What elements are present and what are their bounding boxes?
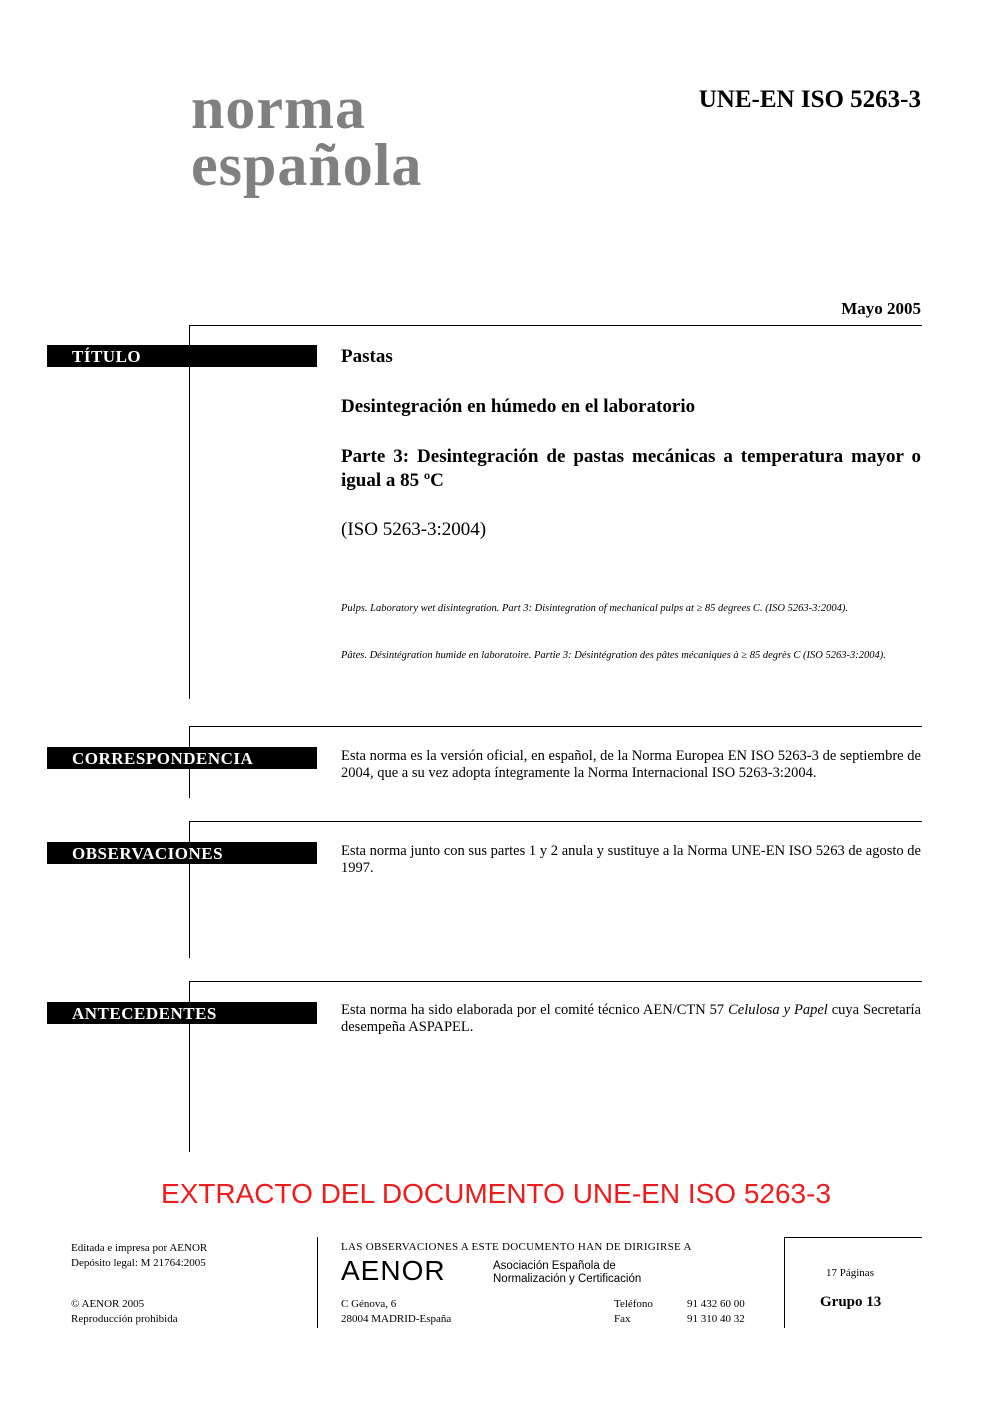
aenor-name-line-1: Asociación Española de (493, 1260, 616, 1272)
title-line-2: Desintegración en húmedo en el laboratorio (341, 396, 696, 417)
fax-number: 91 310 40 32 (687, 1313, 745, 1325)
aenor-address (341, 1297, 451, 1327)
antecedentes-text-end: cuya Secretaría desempeña ASPAPEL. (341, 1002, 921, 1035)
footer-copyright-block (71, 1297, 178, 1327)
pages-box-top (784, 1237, 922, 1238)
phone-label: Teléfono (614, 1298, 653, 1310)
aenor-full-name (493, 1260, 641, 1286)
title-line-3: Parte 3: Desintegración de pastas mecánicas a temperatura mayor o igual a 85 ºC (341, 446, 921, 491)
footer-divider (317, 1237, 318, 1328)
contact-labels (614, 1297, 653, 1327)
footer-notice: LAS OBSERVACIONES A ESTE DOCUMENTO HAN DE DIRIGIRSE A (341, 1241, 692, 1253)
section-divider (189, 821, 922, 822)
address-line-1: C Génova, 6 (341, 1298, 397, 1310)
brand-wordmark (191, 75, 423, 198)
footer-edited: Editada e impresa por AENOR (71, 1242, 208, 1254)
correspondencia-text: Esta norma es la versión oficial, en español, de la Norma Europea EN ISO 5263-3 de septiembre de 2004, que a su vez adopta íntegramente la Norma Internacional ISO 5263-3:2004. (341, 748, 921, 781)
footer-deposit: Depósito legal: M 21764:2005 (71, 1257, 206, 1269)
footer-copyright: © AENOR 2005 (71, 1298, 145, 1310)
publication-date: Mayo 2005 (841, 299, 921, 318)
brand-line-2: española (191, 132, 423, 198)
brand-line-1: norma (191, 75, 366, 141)
phone-number: 91 432 60 00 (687, 1298, 745, 1310)
fax-label: Fax (614, 1313, 631, 1325)
address-line-2: 28004 MADRID-España (341, 1313, 452, 1325)
label-correspondencia: CORRESPONDENCIA (47, 747, 317, 769)
contact-numbers (687, 1297, 745, 1327)
antecedentes-text-start: Esta norma ha sido elaborada por el comité técnico AEN/CTN 57 (341, 1002, 729, 1018)
committee-name: Celulosa y Papel (728, 1002, 828, 1018)
page-count: 17 Páginas (826, 1267, 874, 1279)
footer-reproduction: Reproducción prohibida (71, 1313, 178, 1325)
title-line-1: Pastas (341, 346, 393, 367)
observaciones-text: Esta norma junto con sus partes 1 y 2 anula y sustituye a la Norma UNE-EN ISO 5263 de agosto de 1997. (341, 843, 921, 876)
label-observaciones: OBSERVACIONES (47, 842, 317, 864)
section-divider (189, 325, 922, 326)
iso-reference: (ISO 5263-3:2004) (341, 519, 487, 540)
pages-box-left (784, 1237, 785, 1328)
price-group: Grupo 13 (820, 1294, 882, 1310)
aenor-logo: AENOR (341, 1255, 446, 1286)
english-title: Pulps. Laboratory wet disintegration. Part 3: Disintegration of mechanical pulps at ≥ 85 degrees C. (ISO 5263-3:2004). (341, 603, 849, 614)
standard-code: UNE-EN ISO 5263-3 (698, 86, 921, 113)
section-divider (189, 981, 922, 982)
section-divider (189, 726, 922, 727)
label-antecedentes: ANTECEDENTES (47, 1002, 317, 1024)
french-title: Pâtes. Désintégration humide en laboratoire. Partie 3: Désintégration des pâtes mécaniques à ≥ 85 degrès C (ISO 5263-3:2004). (341, 650, 886, 661)
extract-notice: EXTRACTO DEL DOCUMENTO UNE-EN ISO 5263-3 (160, 1178, 832, 1209)
aenor-name-line-2: Normalización y Certificación (493, 1273, 642, 1285)
section-rule (189, 325, 190, 699)
label-titulo: TÍTULO (47, 345, 317, 367)
footer-publisher (71, 1241, 207, 1271)
antecedentes-text (341, 1002, 921, 1036)
